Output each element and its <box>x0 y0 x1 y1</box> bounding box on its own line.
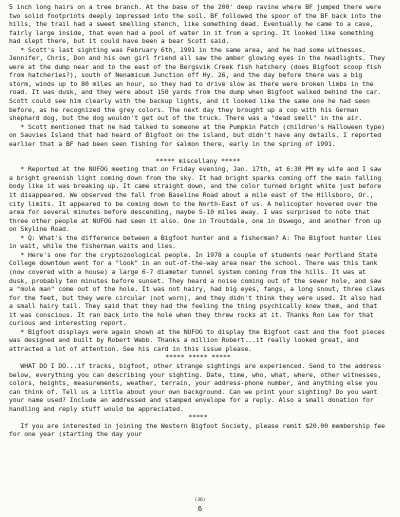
paragraph-what-do-i-do: WHAT DO I DO...if tracks, bigfoot, other strange sightings are experienced. Send to the address below, everything you can describing your sighting. Date, time, who, what, where, other witnesses, colors, heights, measurements, weather, terrain, your address-phone number, and anything else you can think of. Tell us a little about your own background. Can we print your sighting? Do you want your name used? Include an addressed and stamped envelope for a reply. Also a small donation for handling and reply stuff would be appreciated. <box>9 361 385 413</box>
page-archive-mark: (36) <box>194 498 206 503</box>
spacer <box>9 148 387 157</box>
paragraph-footprints: 5 inch long hairs on a tree branch. At the base of the 200' deep ravine where BF jumped there were two solid footprints deeply impressed into the soil. BF followed the spoor of the BF back into the hills, the trail had a sweet smelling stench, like something dead. Eventually he came to a cave, fairly large inside, that even had a pool of water in it from a spring. It looked like something had slept there, but it could have been a bear Scott said. <box>9 3 385 46</box>
page-number: 6 <box>197 505 203 513</box>
section-heading-miscellany: ***** miscellany ***** <box>155 156 241 165</box>
paragraph-last-sighting: * Scott's last sighting was February 6th, 1991 in the same area, and he had some witnesses. Jennifer, Chris, Don and his own girl friend all saw the amber glowing eyes in the headlights. They were at the dump near and to the east of the Bergsvik Creek fish hatchery (does Bigfoot scoop fish from hatcheries?), south of Nenamicum Junction off Hy. 26, and the day before there was a big storm, winds up to 80 miles an hour, so they had to drive slow as there were broken limbs in the road. It was dusk, and they were about 150 yards from the dump when Bigfoot walked behind the car. Scott could see him clearly with the backup lights, and it looked like the same one he had seen before, as he recognized the grey colors. The next day they brought up a cop with his German shephard dog, but the dog wouldn't get out of the truck. There was a "dead smell" in the air. <box>9 45 389 123</box>
separator-stars-short: ***** <box>188 413 208 422</box>
paragraph-joke: * Q: What's the difference between a Bigfoot hunter and a fisherman? A: The Bigfoot hunter lies in wait, while the fisherman waits and lies. <box>9 233 385 251</box>
paragraph-displays: * Bigfoot displays were again shown at the NUFOG to display the Bigfoot cast and the foot pieces was designed and built by Robert Webb. Thanks a million Robert...it really looked great, and attracted a lot of attention. See his card in this issue please. <box>9 327 389 353</box>
separator-stars: ***** ***** ***** <box>165 353 231 362</box>
paragraph-pumpkin-patch: * Scott mentioned that he had talked to someone at the Pumpkin Patch (children's Halloween type) on Sauvies Island that had heard of Bigfoot on the island, but didn't have any details. I reported earlier that a BF had been seen fishing for salmon there, early in the spring of 1991. <box>9 122 389 148</box>
paragraph-membership: If you are interested in joining the Western Bigfoot Society, please remit $20.00 membership fee for one year (starting the day your <box>9 421 389 439</box>
paragraph-green-light: * Reported at the NUFOG meeting that on Friday evening, Jan. 17th, at 6:30 PM my wife and I saw a bright greenish light coming down from the sky. It had bright sparks coming off the main falling body like it was breaking up. It came straight down, and the color turned bright white just before it disappeared. We observed the fall from Baseline Road about a mile east of the Hillsboro, Or., city limits. It appeared to be coming down to the North-East of us. A helicopter hovered over the area for several minutes before descending, maybe 5-10 miles away. I was surprised to note that three other people at NUFOG had seen it also. One in Troutdale, one in Oswego, and another from up on Skyline Road. <box>9 165 385 234</box>
paragraph-mole-man: * Here's one for the cryptozoological people. In 1978 a couple of students near Portland State College downtown went for a "look" in an out-of-the-way area near the school. There was this tank (now covered with a house) a large 6-7 diameter tunnel system coming from the hills. It was at dusk, probably ten minutes before sunset. They heard a noise coming out of the sewer hole, and saw a "mole man" come out of the hole. It was not hairy, had big eyes, fangs, a long snout, three claws for the feet, but they were circular (not worn), and they didn't think they were used. It also had a small hairy tail. They said that they had the feeling the thing psychically knew them, and that it was conscious. It ran back into the hole when they threw rocks at it. Thanks Ron Lee for that curious and interesting report. <box>9 250 389 328</box>
